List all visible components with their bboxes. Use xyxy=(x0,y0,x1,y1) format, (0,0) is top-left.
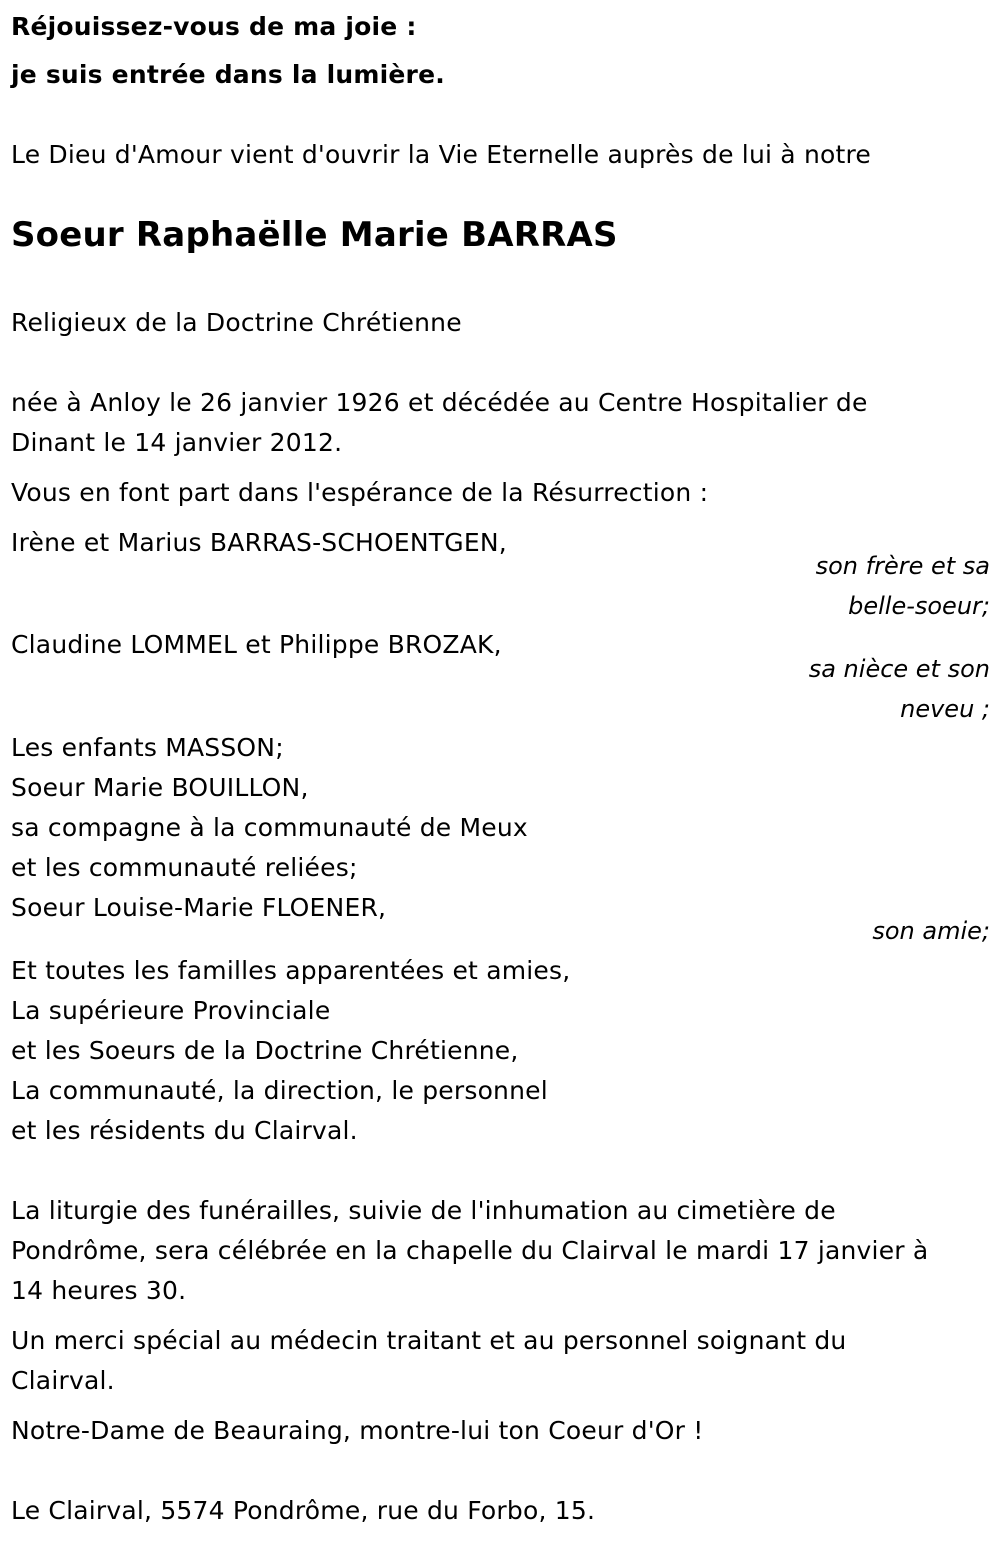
religious-order: Religieux de la Doctrine Chrétienne xyxy=(11,308,462,337)
family-entry-relation: neveu ; xyxy=(900,695,990,723)
family-entry-relation: sa nièce et son xyxy=(808,655,990,683)
others-line: Et toutes les familles apparentées et amies, xyxy=(11,956,571,985)
family-entry-name: Les enfants MASSON; xyxy=(11,733,284,762)
funeral-line-1: La liturgie des funérailles, suivie de l'inhumation au cimetière de xyxy=(11,1196,836,1225)
epigraph-line-2: je suis entrée dans la lumière. xyxy=(11,60,445,89)
others-line: La communauté, la direction, le personnel xyxy=(11,1076,548,1105)
address: Le Clairval, 5574 Pondrôme, rue du Forbo, 15. xyxy=(11,1496,596,1525)
others-line: et les Soeurs de la Doctrine Chrétienne, xyxy=(11,1036,519,1065)
dates-line-2: Dinant le 14 janvier 2012. xyxy=(11,428,343,457)
family-entry-detail: sa compagne à la communauté de Meux xyxy=(11,813,528,842)
thanks-line-1: Un merci spécial au médecin traitant et au personnel soignant du xyxy=(11,1326,847,1355)
family-entry-detail: et les communauté reliées; xyxy=(11,853,358,882)
thanks-line-2: Clairval. xyxy=(11,1366,115,1395)
family-entry-name: Claudine LOMMEL et Philippe BROZAK, xyxy=(11,630,502,659)
family-entry-name: Soeur Louise-Marie FLOENER, xyxy=(11,893,387,922)
others-line: et les résidents du Clairval. xyxy=(11,1116,358,1145)
announcement: Vous en font part dans l'espérance de la Résurrection : xyxy=(11,478,709,507)
family-entry-relation: son frère et sa xyxy=(815,552,990,580)
prayer: Notre-Dame de Beauraing, montre-lui ton Coeur d'Or ! xyxy=(11,1416,704,1445)
family-entry-name: Soeur Marie BOUILLON, xyxy=(11,773,309,802)
others-line: La supérieure Provinciale xyxy=(11,996,331,1025)
family-entry-relation: son amie; xyxy=(872,917,990,945)
family-entry-name: Irène et Marius BARRAS-SCHOENTGEN, xyxy=(11,528,507,557)
family-entry-relation: belle-soeur; xyxy=(848,592,990,620)
funeral-line-2: Pondrôme, sera célébrée en la chapelle du Clairval le mardi 17 janvier à xyxy=(11,1236,929,1265)
funeral-line-3: 14 heures 30. xyxy=(11,1276,187,1305)
intro-text: Le Dieu d'Amour vient d'ouvrir la Vie Eternelle auprès de lui à notre xyxy=(11,140,872,169)
deceased-name: Soeur Raphaëlle Marie BARRAS xyxy=(11,215,618,255)
dates-line-1: née à Anloy le 26 janvier 1926 et décédée au Centre Hospitalier de xyxy=(11,388,868,417)
epigraph-line-1: Réjouissez-vous de ma joie : xyxy=(11,12,417,41)
